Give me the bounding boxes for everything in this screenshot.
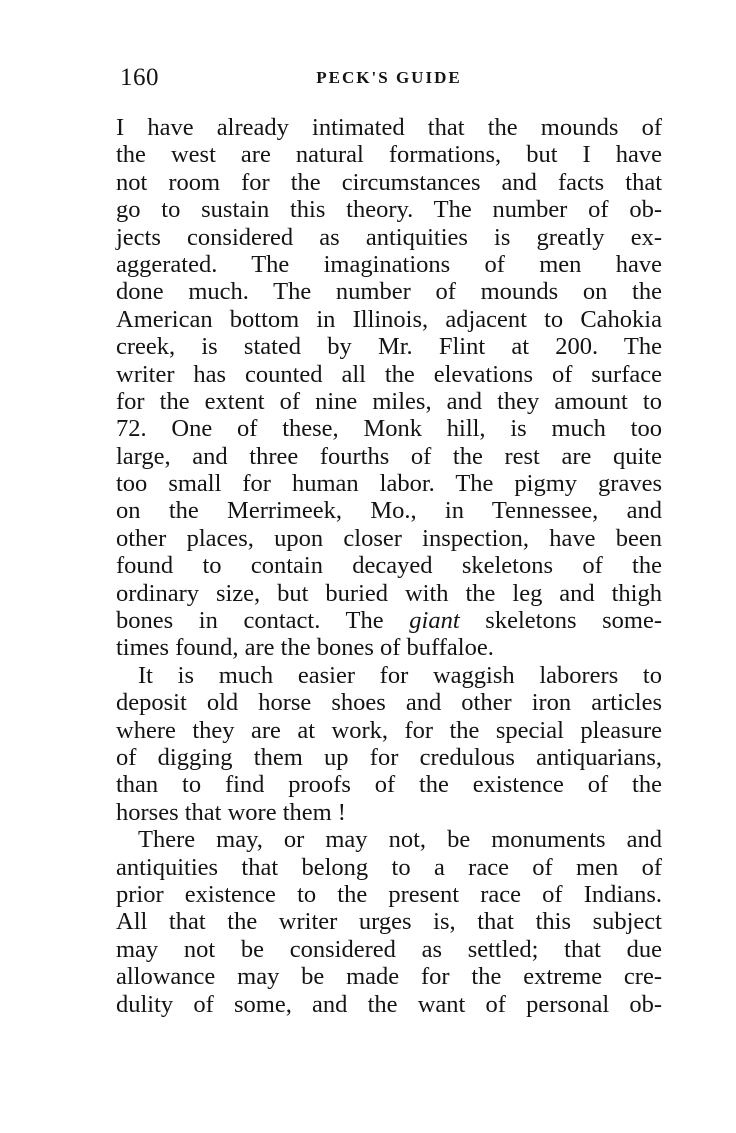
text-line: of digging them up for credulous antiquarians,	[116, 743, 662, 771]
text-line: prior existence to the present race of Indians.	[116, 880, 662, 908]
text-line: dulity of some, and the want of personal ob-	[116, 990, 662, 1018]
text-line: creek, is stated by Mr. Flint at 200. The	[116, 333, 662, 361]
text-line: American bottom in Illinois, adjacent to Cahokia	[116, 305, 662, 333]
text-line: deposit old horse shoes and other iron articles	[116, 689, 662, 717]
body-text	[116, 114, 662, 1018]
text-line: done much. The number of mounds on the	[116, 278, 662, 306]
paragraph-2	[116, 662, 662, 826]
text-line: times found, are the bones of buffaloe.	[116, 634, 494, 662]
italic-word: giant	[409, 607, 460, 635]
text-line: writer has counted all the elevations of surface	[116, 360, 662, 388]
text-line: All that the writer urges is, that this subject	[116, 908, 662, 936]
text-line: 72. One of these, Monk hill, is much too	[116, 415, 662, 443]
text-line: allowance may be made for the extreme cre-	[116, 963, 662, 991]
text-line: for the extent of nine miles, and they amount to	[116, 387, 662, 415]
text-segment: skeletons some-	[459, 607, 662, 635]
text-line: It is much easier for waggish laborers to	[138, 661, 662, 689]
text-line: the west are natural formations, but I have	[116, 141, 662, 169]
text-line: than to find proofs of the existence of the	[116, 771, 662, 799]
text-line: ordinary size, but buried with the leg and thigh	[116, 579, 662, 607]
text-line: I have already intimated that the mounds of	[116, 114, 662, 141]
text-line: on the Merrimeek, Mo., in Tennessee, and	[116, 497, 662, 525]
text-line: not room for the circumstances and facts that	[116, 168, 662, 196]
page-header	[120, 64, 658, 94]
page-number: 160	[120, 64, 159, 91]
text-segment: bones in contact. The	[116, 607, 384, 635]
text-line: may not be considered as settled; that due	[116, 935, 662, 963]
text-line: large, and three fourths of the rest are quite	[116, 442, 662, 470]
text-line: other places, upon closer inspection, have been	[116, 524, 662, 552]
running-head: PECK'S GUIDE	[316, 68, 462, 87]
text-line: too small for human labor. The pigmy graves	[116, 470, 662, 498]
text-line: go to sustain this theory. The number of ob-	[116, 196, 662, 224]
text-line: aggerated. The imaginations of men have	[116, 250, 662, 278]
text-line: horses that wore them !	[116, 798, 346, 826]
text-line: where they are at work, for the special pleasure	[116, 716, 662, 744]
paragraph-3	[116, 826, 662, 1018]
text-line: There may, or may not, be monuments and	[138, 826, 662, 854]
paragraph-1	[116, 114, 662, 662]
text-line: jects considered as antiquities is greatly ex-	[116, 223, 662, 251]
text-line-with-italic	[116, 607, 662, 634]
text-line: found to contain decayed skeletons of the	[116, 552, 662, 580]
text-line: antiquities that belong to a race of men of	[116, 853, 662, 881]
